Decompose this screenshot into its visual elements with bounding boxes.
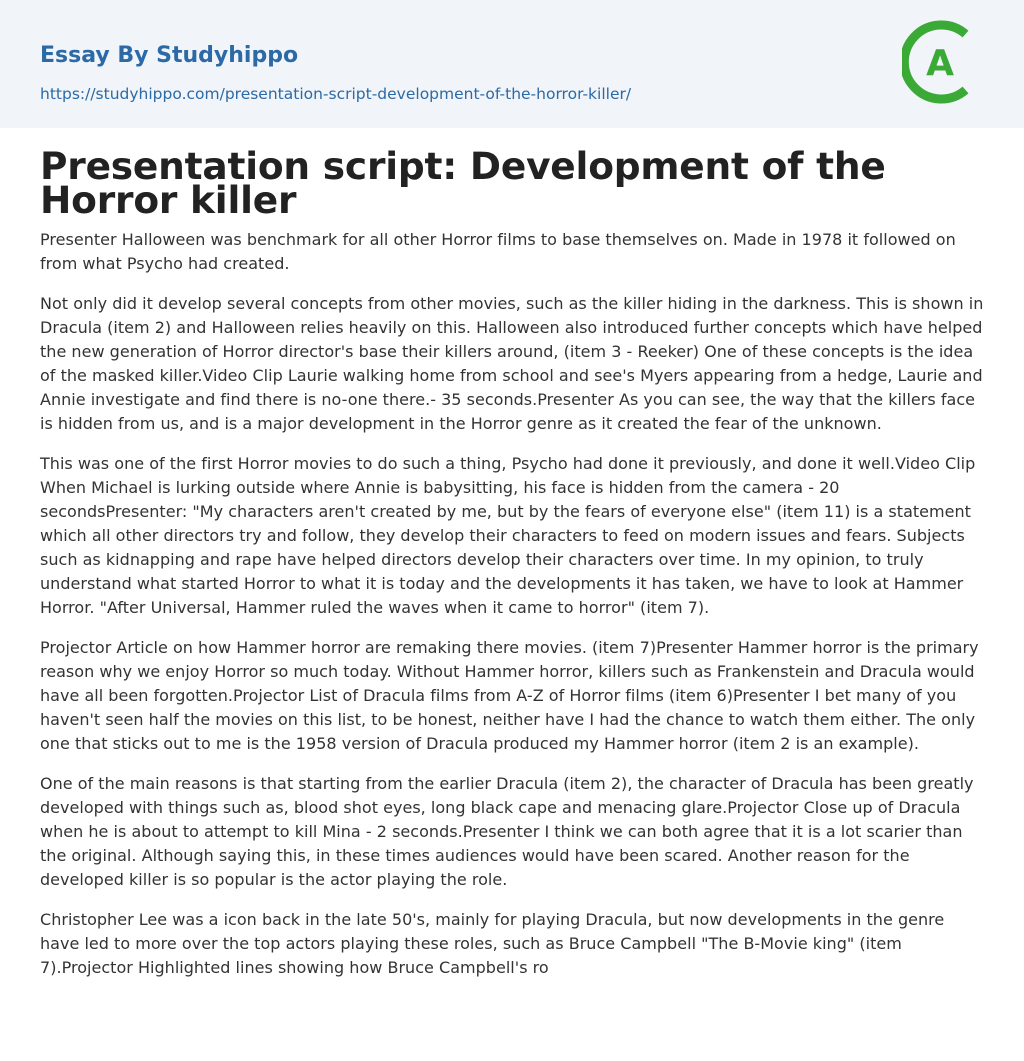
article-title: Presentation script: Development of the Horror killer xyxy=(40,144,886,222)
article-paragraph: Christopher Lee was a icon back in the late 50's, mainly for playing Dracula, but now developments in the genre have led to more over the top actors playing these roles, such as Bruce Campbell "The B-Movie king" (item 7).Projector Highlighted lines showing how Bruce Campbell's ro xyxy=(40,910,945,977)
essay-url-link[interactable]: https://studyhippo.com/presentation-script-development-of-the-horror-killer/ xyxy=(40,85,632,103)
site-header xyxy=(0,0,1024,128)
article-paragraph: Projector Article on how Hammer horror are remaking there movies. (item 7)Presenter Hammer horror is the primary reason why we enjoy Horror so much today. Without Hammer horror, killers such as Frankenstein and Dracula would have all been forgotten.Projector List of Dracula films from A-Z of Horror films (item 6)Presenter I bet many of you haven't seen half the movies on this list, to be honest, neither have I had the chance to watch them either. The only one that sticks out to me is the 1958 version of Dracula produced my Hammer horror (item 2 is an example). xyxy=(40,638,979,753)
article-paragraph: This was one of the first Horror movies to do such a thing, Psycho had done it previously, and done it well.Video Clip When Michael is lurking outside where Annie is babysitting, his face is hidden from the camera - 20 secondsPresenter: "My characters aren't created by me, but by the fears of everyone else" (item 11) is a statement which all other directors try and follow, they develop their characters to feed on modern issues and fears. Subjects such as kidnapping and rape have helped directors develop their characters over time. In my opinion, to truly understand what started Horror to what it is today and the developments it has taken, we have to look at Hammer Horror. "After Universal, Hammer ruled the waves when it came to horror" (item 7). xyxy=(40,454,976,617)
article-paragraph: One of the main reasons is that starting from the earlier Dracula (item 2), the character of Dracula has been greatly developed with things such as, blood shot eyes, long black cape and menacing glare.Projector Close up of Dracula when he is about to attempt to kill Mina - 2 seconds.Presenter I think we can both agree that it is a lot scarier than the original. Although saying this, in these times audiences would have been scared. Another reason for the developed killer is so popular is the actor playing the role. xyxy=(40,774,974,889)
logo-letter: A xyxy=(926,43,954,84)
studyhippo-logo-icon[interactable] xyxy=(902,17,988,107)
article-content xyxy=(0,128,1024,980)
article-body xyxy=(40,228,984,980)
article-paragraph: Presenter Halloween was benchmark for all other Horror films to base themselves on. Made in 1978 it followed on from what Psycho had created. xyxy=(40,230,956,273)
brand-title[interactable]: Essay By Studyhippo xyxy=(40,43,299,68)
article-paragraph: Not only did it develop several concepts from other movies, such as the killer hiding in the darkness. This is shown in Dracula (item 2) and Halloween relies heavily on this. Halloween also introduced further concepts which have helped the new generation of Horror director's base their killers around, (item 3 - Reeker) One of these concepts is the idea of the masked killer.Video Clip Laurie walking home from school and see's Myers appearing from a hedge, Laurie and Annie investigate and find there is no-one there.- 35 seconds.Presenter As you can see, the way that the killers face is hidden from us, and is a major development in the Horror genre as it created the fear of the unknown. xyxy=(40,294,984,433)
